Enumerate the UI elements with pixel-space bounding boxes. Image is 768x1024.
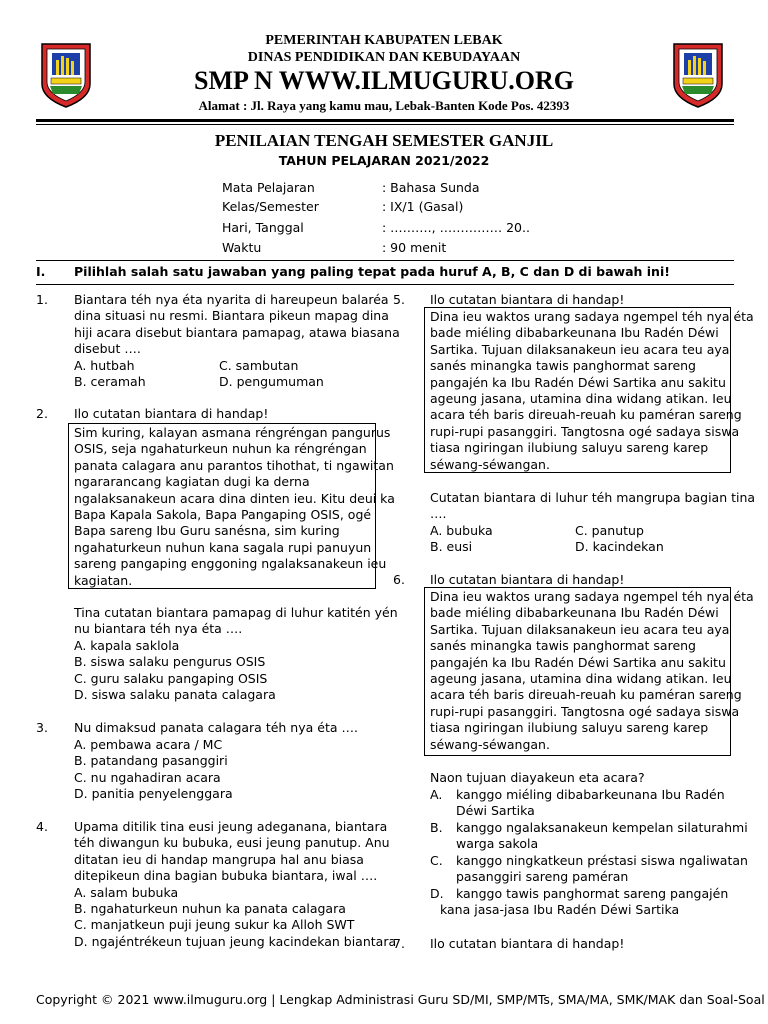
- excerpt-line: Dina ieu waktos urang sadaya ngempel téh nya éta: [430, 309, 754, 324]
- answer-option: C. panutup: [575, 523, 644, 538]
- answer-option: B. ngahaturkeun nuhun ka panata calagara: [74, 901, 346, 916]
- excerpt-line: Bapa sareng Ibu Guru sanésna, sim kuring: [74, 523, 340, 539]
- question-text: ditatan ieu di handap mangrupa hal anu biasa: [74, 851, 364, 867]
- school-address: Alamat : Jl. Raya yang kamu mau, Lebak-Banten Kode Pos. 42393: [198, 98, 570, 113]
- answer-option: kanggo miéling dibabarkeunana Ibu Radén: [456, 787, 725, 802]
- letterhead-divider: [36, 119, 734, 122]
- answer-option: B. patandang pasanggiri: [74, 753, 228, 769]
- excerpt-line: pangajén ka Ibu Radén Déwi Sartika anu sakitu: [430, 374, 726, 390]
- excerpt-line: acara téh baris direuah-reuah ku paméran sareng: [430, 687, 742, 703]
- question-text: téh diwangun ku bubuka, eusi jeung panutup. Anu: [74, 835, 390, 851]
- info-label: Mata Pelajaran: [222, 180, 315, 195]
- answer-option: D. pengumuman: [219, 374, 324, 390]
- question-text: Tina cutatan biantara pamapag di luhur katitén yén: [74, 605, 398, 620]
- info-value: : 90 menit: [382, 240, 447, 255]
- question-text: dina situasi nu resmi. Biantara pikeun mapag dina: [74, 308, 389, 324]
- excerpt-line: rupi-rupi pasanggiri. Tangtosna ogé sadaya siswa: [430, 703, 740, 719]
- question-number: 5.: [393, 292, 405, 307]
- option-letter: D.: [430, 886, 444, 901]
- answer-option: kanggo ngalaksanakeun kempelan silaturahmi: [456, 820, 748, 835]
- excerpt-line: pangajén ka Ibu Radén Déwi Sartika anu sakitu: [430, 654, 726, 670]
- question-number: 6.: [393, 572, 405, 587]
- excerpt-line: ngararancang kagiatan dugi ka derna: [74, 474, 310, 490]
- question-text: Upama ditilik tina eusi jeung adeganana, biantara: [74, 819, 388, 834]
- question-number: 2.: [36, 406, 48, 421]
- excerpt-line: Sartika. Tujuan dilaksanakeun ieu acara teu aya: [430, 621, 730, 637]
- instruction-rule-top: [36, 260, 734, 261]
- excerpt-line: sanés minangka tawis panghormat sareng: [430, 358, 696, 374]
- option-letter: B.: [430, 820, 443, 835]
- answer-option: A. pembawa acara / MC: [74, 737, 223, 752]
- question-text: hiji acara disebut biantara pamapag, atawa biasana: [74, 324, 400, 340]
- section-number: I.: [36, 264, 46, 279]
- letterhead-divider-thin: [36, 124, 734, 125]
- excerpt-line: sareng pangaping enggoning ngalaksanakeun ieu: [74, 556, 387, 572]
- excerpt-line: ageung jasana, utamina dina widang atikan. Ieu: [430, 391, 732, 406]
- info-value: : IX/1 (Gasal): [382, 199, 464, 214]
- question-number: 3.: [36, 720, 48, 735]
- school-name: SMP N WWW.ILMUGURU.ORG: [194, 66, 574, 95]
- answer-option: C. nu ngahadiran acara: [74, 769, 221, 785]
- answer-option: B. siswa salaku pengurus OSIS: [74, 654, 266, 670]
- excerpt-line: ngalaksanakeun acara dina dinten ieu. Kitu deui ka: [74, 490, 395, 506]
- question-text: disebut ….: [74, 341, 141, 357]
- answer-option: kanggo ningkatkeun préstasi siswa ngaliwatan: [456, 853, 748, 868]
- department-name: DINAS PENDIDIKAN DAN KEBUDAYAAN: [247, 50, 521, 65]
- excerpt-line: tiasa ngiringan ilubiung saluyu sareng karep: [430, 720, 709, 736]
- question-text: Biantara téh nya éta nyarita di hareupeun balaréa: [74, 292, 389, 307]
- question-intro: Ilo cutatan biantara di handap!: [74, 406, 269, 421]
- option-letter: C.: [430, 853, 443, 868]
- answer-option: C. sambutan: [219, 358, 299, 373]
- excerpt-line: Bapa Kapala Sakola, Bapa Pangaping OSIS, ogé: [74, 507, 372, 522]
- answer-option: warga sakola: [456, 836, 539, 852]
- question-text: nu biantara téh nya éta ….: [74, 621, 243, 637]
- instruction-text: Pilihlah salah satu jawaban yang paling tepat pada huruf A, B, C dan D di bawah ini!: [74, 264, 670, 279]
- question-number: 7.: [393, 936, 405, 951]
- excerpt-line: ngahaturkeun nuhun kana sagala rupi panuyun: [74, 539, 372, 555]
- excerpt-line: kagiatan.: [74, 572, 133, 588]
- answer-option: A. kapala saklola: [74, 638, 180, 653]
- excerpt-line: séwang-séwangan.: [430, 456, 550, 472]
- excerpt-line: OSIS, seja ngahaturkeun nuhun ka réngréngan: [74, 441, 367, 457]
- answer-option: kanggo tawis panghormat sareng pangajén: [456, 886, 729, 901]
- question-intro: Ilo cutatan biantara di handap!: [430, 292, 625, 307]
- answer-option: A. salam bubuka: [74, 884, 179, 900]
- answer-option: D. panitia penyelenggara: [74, 786, 233, 802]
- academic-year: TAHUN PELAJARAN 2021/2022: [278, 153, 490, 168]
- answer-option: A. hutbah: [74, 358, 135, 373]
- question-text: ….: [430, 506, 447, 522]
- answer-option: Déwi Sartika: [456, 803, 535, 819]
- question-text: Cutatan biantara di luhur téh mangrupa bagian tina: [430, 490, 756, 505]
- question-intro: Ilo cutatan biantara di handap!: [430, 936, 625, 951]
- answer-option: C. guru salaku pangaping OSIS: [74, 670, 268, 686]
- answer-option: D. siswa salaku panata calagara: [74, 687, 276, 703]
- excerpt-line: panata calagara anu parantos tihothat, ti ngawitan: [74, 457, 394, 473]
- answer-option: A. bubuka: [430, 523, 493, 538]
- info-label: Kelas/Semester: [222, 199, 319, 214]
- question-text: ditepikeun dina bagian bubuka biantara, iwal ….: [74, 868, 378, 884]
- excerpt-line: tiasa ngiringan ilubiung saluyu sareng karep: [430, 440, 709, 456]
- excerpt-line: bade miéling dibabarkeunana Ibu Radén Déwi: [430, 325, 719, 341]
- question-number: 4.: [36, 819, 48, 834]
- answer-option: pasanggiri sareng paméran: [456, 869, 629, 885]
- copyright-footer: Copyright © 2021 www.ilmuguru.org | Lengkap Administrasi Guru SD/MI, SMP/MTs, SMA/MA, SMK/MAK dan Soal-Soal: [36, 992, 765, 1007]
- question-intro: Ilo cutatan biantara di handap!: [430, 572, 625, 587]
- government-name: PEMERINTAH KABUPATEN LEBAK: [265, 33, 503, 48]
- exam-title: PENILAIAN TENGAH SEMESTER GANJIL: [214, 131, 554, 150]
- info-value: : Bahasa Sunda: [382, 180, 480, 195]
- excerpt-line: Dina ieu waktos urang sadaya ngempel téh nya éta: [430, 589, 754, 604]
- excerpt-line: Sim kuring, kalayan asmana réngréngan pangurus: [74, 425, 391, 440]
- info-value: : ………., …………… 20..: [382, 220, 530, 235]
- answer-option: D. kacindekan: [575, 539, 664, 555]
- instruction-rule-bottom: [36, 284, 734, 285]
- question-number: 1.: [36, 292, 48, 307]
- option-letter: A.: [430, 787, 443, 802]
- excerpt-line: rupi-rupi pasanggiri. Tangtosna ogé sadaya siswa: [430, 423, 740, 439]
- question-text: Nu dimaksud panata calagara téh nya éta ….: [74, 720, 358, 735]
- answer-option: B. eusi: [430, 539, 473, 555]
- answer-option: B. ceramah: [74, 374, 146, 390]
- question-text: Naon tujuan diayakeun eta acara?: [430, 770, 645, 785]
- answer-option: D. ngajéntrékeun tujuan jeung kacindekan biantara: [74, 933, 397, 949]
- excerpt-line: ageung jasana, utamina dina widang atikan. Ieu: [430, 671, 732, 686]
- excerpt-line: sanés minangka tawis panghormat sareng: [430, 638, 696, 654]
- excerpt-line: Sartika. Tujuan dilaksanakeun ieu acara teu aya: [430, 341, 730, 357]
- excerpt-line: acara téh baris direuah-reuah ku paméran sareng: [430, 407, 742, 423]
- answer-option: kana jasa-jasa Ibu Radén Déwi Sartika: [440, 902, 680, 918]
- excerpt-line: séwang-séwangan.: [430, 736, 550, 752]
- answer-option: C. manjatkeun puji jeung sukur ka Alloh SWT: [74, 917, 355, 933]
- info-label: Waktu: [222, 240, 262, 255]
- excerpt-line: bade miéling dibabarkeunana Ibu Radén Déwi: [430, 605, 719, 621]
- info-label: Hari, Tanggal: [222, 220, 304, 235]
